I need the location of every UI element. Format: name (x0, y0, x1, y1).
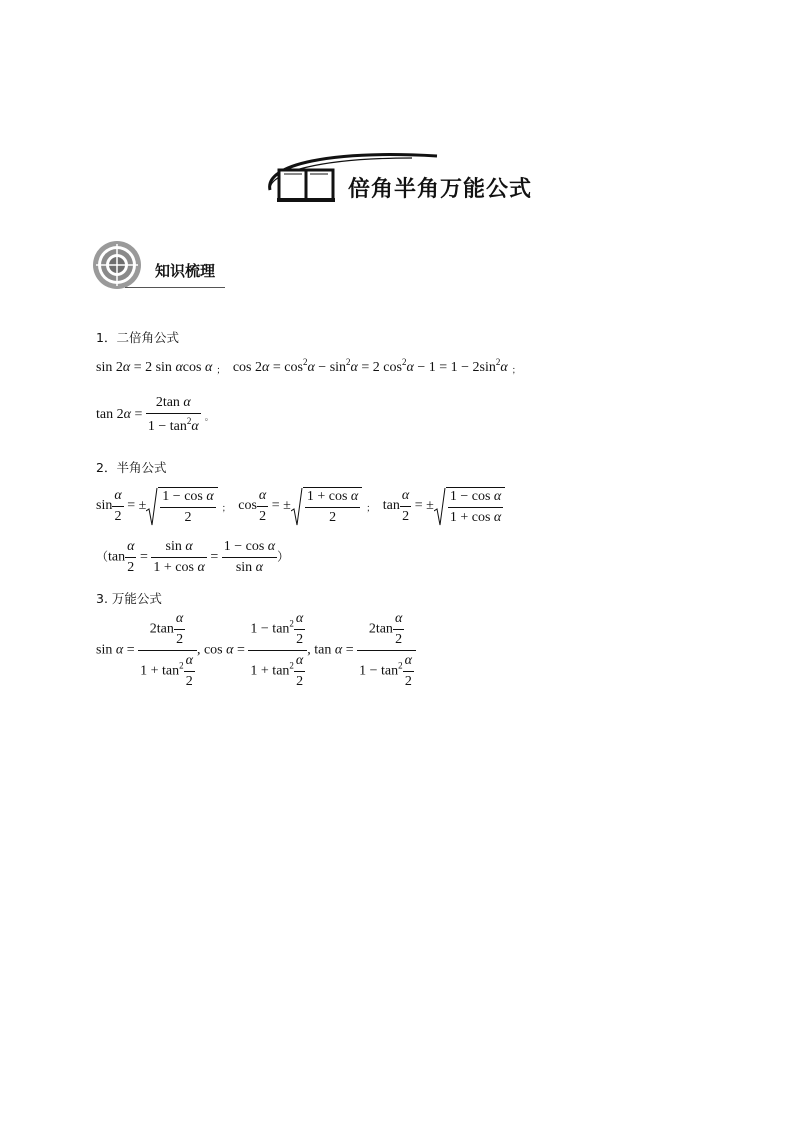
target-icon (92, 240, 142, 290)
formula-half-angle-tan-alt: （tan $\frac{\alpha}{2}$ = $\frac{\text{sin α}}{\text{1 + cos α}}$ = $\frac{\text{1 − cos α}}{\text{sin α}}$ ） (96, 539, 290, 575)
section-underline (125, 287, 225, 288)
formula-double-angle-tan: tan 2α = $\frac{\text{2tan α}}{1 - \tan^2\alpha}$ 。 (96, 395, 214, 434)
heading-half-angle: 2．半角公式 (96, 460, 167, 475)
formula-double-angle-1: sin 2α = 2 sin αcos α ； $\cos 2\alpha = \cos^2\alpha - \sin^2\alpha = 2$ $\cos^2\alpha - 1 = 1 - 2\sin^2\alpha$ ； (96, 357, 521, 376)
formula-universal: sin α = 2tan $\frac{\alpha}{2}$ $1 + \tan^2$ $\frac{\alpha}{2}$ , cos α = $1 - \tan^2$ $\frac{\alpha}{2}$ $1 + \tan^2$ $\frac{\alpha}{2}$ , tan α = 2tan $\frac{\alpha}{2}$ $1 - \tan^2$ $\frac{\alpha}{2}$ (96, 612, 416, 689)
page-title: 倍角半角万能公式 (348, 177, 533, 202)
section-label: 知识梳理 (155, 262, 216, 280)
heading-double-angle: 1．二倍角公式 (96, 330, 179, 345)
heading-universal: 3. 万能公式 (96, 591, 162, 606)
formula-half-angle: sin $\frac{\alpha}{2}$ = ± $\frac{\text{1 − cos α}}{2}$ ； cos $\frac{\alpha}{2}$ = ± $\frac{\text{1 + cos α}}{2}$ ； tan $\frac{\alpha}{2}$ = ± $\frac{\text{1 − cos α}}{\text{1 + cos α}}$ (96, 487, 505, 525)
